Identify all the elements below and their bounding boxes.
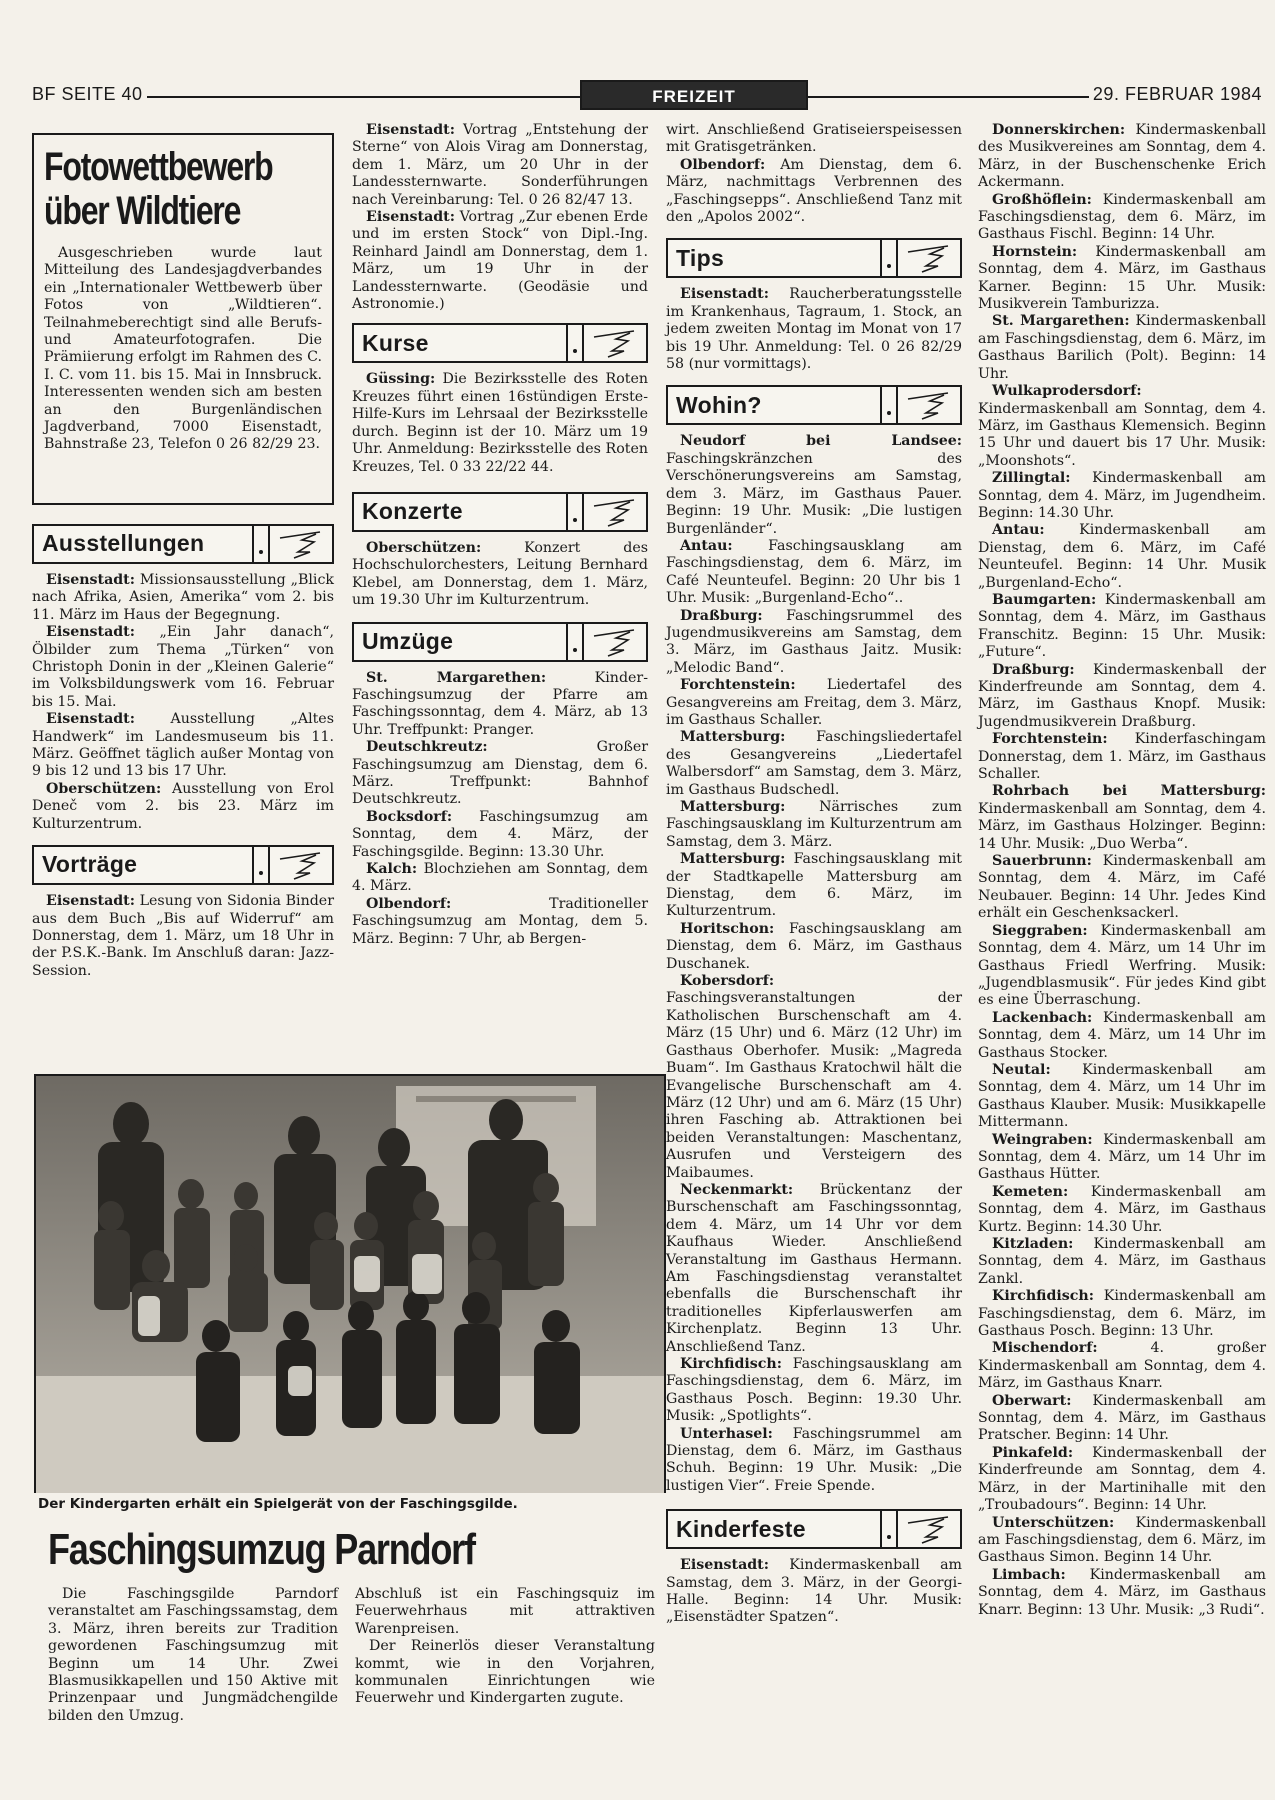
listing-entry xyxy=(978,1515,1266,1567)
listing-text: Am Dienstag, dem 6. März, nachmittags Verbrennen des „Faschingsepps“. Anschließend Tanz mit den „Apolos 2002“. xyxy=(666,156,962,226)
listing-place: Olbendorf: xyxy=(366,895,452,912)
feature-headline-line-1: Fotowettbewerb xyxy=(44,145,273,189)
listing-place: Güssing: xyxy=(366,371,436,388)
listing-place: Rohrbach bei Mattersburg: xyxy=(992,783,1266,800)
listing-entry xyxy=(32,624,334,711)
listing-place: Eisenstadt: xyxy=(46,624,135,641)
listing-entry xyxy=(978,1184,1266,1236)
listing-place: Kitzladen: xyxy=(992,1236,1074,1252)
listing-text: wirt. Anschließend Gratiseierspeisessen mit Gratisgetränken. xyxy=(666,122,962,156)
listing-entry xyxy=(352,739,648,809)
listing-text: Kindermaskenball am Dienstag, dem 6. März, im Café Neunteufel. Beginn: 14 Uhr. Musik „Burgenland-Echo“. xyxy=(978,522,1266,591)
listing-entry xyxy=(978,1236,1266,1288)
listing-place: Hornstein: xyxy=(992,243,1078,260)
listing-entry xyxy=(978,122,1266,192)
photo-caption: Der Kindergarten erhält ein Spielgerät von der Faschingsgilde. xyxy=(34,1493,666,1515)
label-ausstellungen xyxy=(32,524,334,564)
parndorf-col-2 xyxy=(355,1586,655,1708)
listing-place: Draßburg: xyxy=(680,607,763,624)
listing-entry xyxy=(352,209,648,313)
listing-place: Neckenmarkt: xyxy=(680,1181,794,1198)
listing-place: Forchtenstein: xyxy=(680,677,796,694)
listing-place: Donnerskirchen: xyxy=(992,122,1126,138)
listing-text: Kindermaskenball am Sonntag, dem 4. März, im Gasthaus Kurtz. Beginn: 14.30 Uhr. xyxy=(978,1183,1266,1235)
listing-place: Antau: xyxy=(992,522,1045,539)
kindergarten-photo xyxy=(34,1074,666,1512)
listing-entry xyxy=(666,799,962,851)
list-umzuege xyxy=(352,670,648,949)
listing-entry xyxy=(666,1182,962,1356)
listing-entry xyxy=(978,592,1266,662)
listing-text: Kindermaskenball am Sonntag, dem 4. März, im Gasthaus Franschitz. Beginn: 15 Uhr. Musik: „Future“. xyxy=(978,591,1266,661)
listing-text: Großer Faschingsumzug am Dienstag, dem 6. März. Treffpunkt: Bahnhof Deutschkreutz. xyxy=(352,739,648,808)
listing-entry xyxy=(978,1010,1266,1062)
listing-entry xyxy=(352,861,648,896)
listing-text: Blochziehen am Sonntag, dem 4. März. xyxy=(352,861,648,895)
listing-entry xyxy=(352,371,648,475)
listing-entry xyxy=(978,1567,1266,1619)
listing-entry xyxy=(666,1426,962,1496)
feature-fotowettbewerb xyxy=(32,133,334,505)
listing-place: Kalch: xyxy=(366,861,418,877)
listing-place: Oberwart: xyxy=(992,1392,1072,1409)
listing-text: Kindermaskenball am Sonntag, dem 4. März, um 14 Uhr im Gasthaus Stocker. xyxy=(978,1009,1266,1061)
listing-text: Traditioneller Faschingsumzug am Montag, dem 5. März. Beginn: 7 Uhr, ab Bergen- xyxy=(352,895,648,947)
label-kurse-text: Kurse xyxy=(362,329,429,356)
listing-text: Kindermaskenball der Kinderfreunde am Sonntag, dem 4. März, im Gasthaus Knopf. Musik: Jugendmusikverein Draßburg. xyxy=(978,661,1266,730)
listing-entry xyxy=(666,921,962,973)
listing-entry xyxy=(666,538,962,608)
listing-place: Wulkaprodersdorf: xyxy=(992,383,1142,400)
parndorf-paragraph-3: Der Reinerlös dieser Veranstaltung kommt, wie in den Vorjahren, kommunalen Einrichtungen wie Feuerwehr und Kindergarten zugute. xyxy=(355,1638,655,1707)
listing-entry xyxy=(978,1340,1266,1392)
parndorf-col-1 xyxy=(48,1586,338,1725)
label-vortraege-text: Vorträge xyxy=(42,851,138,878)
listing-text: Kindermaskenball am Faschingsdienstag, dem 6. März, im Gasthaus Posch. Beginn: 13 Uhr. xyxy=(978,1288,1266,1340)
pen-icon xyxy=(270,526,332,562)
feature-headline xyxy=(44,145,322,233)
listing-entry xyxy=(666,1557,962,1627)
listing-entry xyxy=(352,540,648,610)
listing-entry xyxy=(32,572,334,624)
listing-entry xyxy=(666,1356,962,1426)
listing-text: Brückentanz der Burschenschaft am Faschingssonntag, dem 4. März, um 14 Uhr vor dem Kaufhaus Wieder. Anschließend Veranstaltung im Gasthaus Hermann. Am Faschingsdienstag veranstaltet ebenfalls die Burschenschaft ihr traditionelles Kipferlauswerfen am Kirchenplatz. Beginn 13 Uhr. Anschließend Tanz. xyxy=(666,1181,962,1355)
listing-text: Kinder-Faschingsumzug der Pfarre am Faschingssonntag, dem 4. März, ab 13 Uhr. Treffpunkt: Pranger. xyxy=(352,669,648,738)
label-umzuege-text: Umzüge xyxy=(362,627,454,654)
issue-date: 29. FEBRUAR 1984 xyxy=(1089,84,1262,105)
listing-text: Kindermaskenball am Faschingsdienstag, dem 6. März, im Gasthaus Fischl. Beginn: 14 Uhr. xyxy=(978,191,1266,243)
listing-place: St. Margarethen: xyxy=(366,669,547,686)
list-vortraege xyxy=(32,893,334,980)
label-ausstellungen-text: Ausstellungen xyxy=(42,530,205,557)
listing-place: Weingraben: xyxy=(992,1131,1093,1148)
listing-place: Pinkafeld: xyxy=(992,1444,1074,1461)
listing-text: Faschingsliedertafel des Gesangvereins „Liedertafel Walbersdorf“ am Samstag, dem 3. März, im Gasthaus Budschedl. xyxy=(666,729,962,798)
column-2 xyxy=(352,122,648,948)
listing-place: Horitschon: xyxy=(680,920,775,937)
list-kurse xyxy=(352,371,648,475)
listing-entry xyxy=(978,1062,1266,1132)
label-dot xyxy=(880,240,898,276)
column-1 xyxy=(32,518,334,980)
listing-place: Mattersburg: xyxy=(680,799,786,815)
page-number: BF SEITE 40 xyxy=(32,84,147,105)
listing-text: „Ein Jahr danach“, Ölbilder zum Thema „Türken“ von Christoph Donin in der „Kleinen Galerie“ im Volksbildungswerk vom 16. Februar bis 15. Mai. xyxy=(32,624,334,710)
listing-text: Vortrag „Entstehung der Sterne“ von Alois Virag am Donnerstag, dem 1. März, um 20 Uhr in der Landessternwarte. Sonderführungen nach Vereinbarung: Tel. 0 26 82/47 13. xyxy=(352,122,648,208)
pen-icon xyxy=(898,1511,960,1547)
parndorf-paragraph-2: Abschluß ist ein Faschingsquiz im Feuerwehrhaus mit attraktiven Warenpreisen. xyxy=(355,1586,655,1637)
listing-text: Konzert des Hochschulorchesters, Leitung Bernhard Klebel, am Donnerstag, dem 1. März, um 19.30 Uhr im Kulturzentrum. xyxy=(352,539,648,609)
listing-place: Sieggraben: xyxy=(992,922,1088,939)
listing-text: Faschingsausklang am Faschingsdienstag, dem 6. März, im Gasthaus Posch. Beginn: 19.30 Uhr. Musik: „Spotlights“. xyxy=(666,1356,962,1425)
listing-place: Großhöflein: xyxy=(992,191,1092,208)
listing-entry xyxy=(666,286,962,373)
listing-text: Kindermaskenball am Sonntag, dem 4. März, im Gasthaus Holzinger. Beginn: 14 Uhr. Musik: „Duo Werba“. xyxy=(978,800,1266,852)
listing-entry xyxy=(978,923,1266,1010)
listing-place: Eisenstadt: xyxy=(46,572,135,588)
listing-entry xyxy=(978,383,1266,470)
listing-place: Eisenstadt: xyxy=(46,893,135,910)
listing-place: Olbendorf: xyxy=(680,156,766,173)
listing-text: Faschingsrummel des Jugendmusikvereins am Samstag, dem 3. März, im Gasthaus Jaitz. Musik: „Melodic Band“. xyxy=(666,607,962,676)
listing-entry xyxy=(352,122,648,209)
listing-text: Faschingsausklang mit der Stadtkapelle Mattersburg am Dienstag, dem 6. März, im Kulturzentrum. xyxy=(666,851,962,920)
parndorf-paragraph-1: Die Faschingsgilde Parndorf veranstaltet am Faschingssamstag, dem 3. März, ihren bereits zur Tradition gewordenen Faschingsumzug mit Beginn um 14 Uhr. Zwei Blasmusikkapellen und 150 Aktive mit Prinzenpaar und Jungmädchengilde bilden den Umzug. xyxy=(48,1586,338,1724)
listing-entry xyxy=(978,192,1266,244)
list-ausstellungen xyxy=(32,572,334,833)
listing-entry xyxy=(666,157,962,227)
listing-text: Kindermaskenball am Sonntag, dem 4. März, im Gasthaus Karner. Beginn: 15 Uhr. Musik: Musikverein Tamburizza. xyxy=(978,243,1266,313)
listing-place: Unterschützen: xyxy=(992,1514,1115,1531)
listing-text: Vortrag „Zur ebenen Erde und im ersten Stock“ von Dipl.-Ing. Reinhard Jaindl am Donnerstag, dem 1. März, um 19 Uhr in der Landessternwarte. (Geodäsie und Astronomie.) xyxy=(352,209,648,313)
listing-entry xyxy=(978,853,1266,923)
listing-entry xyxy=(32,711,334,781)
section-title: FREIZEIT xyxy=(580,80,808,110)
listing-place: Unterhasel: xyxy=(680,1425,773,1442)
listing-text: Kindermaskenball am Sonntag, dem 4. März, im Gasthaus Pratscher. Beginn: 14 Uhr. xyxy=(978,1392,1266,1444)
label-kinderfeste xyxy=(666,1509,962,1549)
listing-text: Kindermaskenball am Faschingsdienstag, dem 6. März, im Gasthaus Simon. Beginn 14 Uhr. xyxy=(978,1514,1266,1566)
listing-text: Kindermaskenball am Sonntag, dem 4. März, im Gasthaus Knarr. Beginn: 13 Uhr. Musik: „3 Rudi“. xyxy=(978,1566,1266,1618)
listing-place: Neudorf bei Landsee: xyxy=(680,433,962,450)
pen-icon xyxy=(898,387,960,423)
label-dot xyxy=(566,624,584,660)
listing-entry xyxy=(666,973,962,1182)
listing-place: Eisenstadt: xyxy=(366,209,455,226)
listing-text: Kindermaskenball am Samstag, dem 3. März, in der Georgi-Halle. Beginn: 14 Uhr. Musik: „Eisenstädter Spatzen“. xyxy=(666,1557,962,1626)
listing-place: Draßburg: xyxy=(992,661,1075,678)
label-dot xyxy=(880,1511,898,1547)
listing-text: Kindermaskenball am Sonntag, dem 4. März, im Jugendheim. Beginn: 14.30 Uhr. xyxy=(978,470,1266,521)
list-wohin xyxy=(666,433,962,1495)
listing-entry xyxy=(978,731,1266,783)
label-kinderfeste-text: Kinderfeste xyxy=(676,1515,806,1542)
listing-place: Eisenstadt: xyxy=(680,286,769,303)
pen-icon xyxy=(584,325,646,361)
listing-text: Närrisches zum Faschingsausklang im Kulturzentrum am Samstag, dem 3. März. xyxy=(666,799,962,850)
listing-place: Antau: xyxy=(680,537,733,554)
listing-entry xyxy=(352,896,648,948)
listing-text: Lesung von Sidonia Binder aus dem Buch „Bis auf Widerruf“ am Donnerstag, dem 1. März, um 18 Uhr in der P.S.K.-Bank. Im Anschluß daran: Jazz-Session. xyxy=(32,893,334,979)
label-tips-text: Tips xyxy=(676,244,725,271)
listing-entry xyxy=(352,670,648,740)
listing-place: Eisenstadt: xyxy=(680,1557,769,1574)
listing-place: Mattersburg: xyxy=(680,851,786,868)
listing-text: Kindermaskenball am Sonntag, dem 4. März, im Café Neubauer. Beginn: 14 Uhr. Jedes Kind erhält ein Geschenksackerl. xyxy=(978,853,1266,922)
listing-entry xyxy=(978,662,1266,732)
group-photo-image xyxy=(36,1076,666,1512)
label-umzuege xyxy=(352,622,648,662)
listing-entry xyxy=(978,470,1266,522)
listing-entry xyxy=(32,781,334,833)
listing-place: Zillingtal: xyxy=(992,470,1071,487)
listing-text: Kindermaskenball der Kinderfreunde am Sonntag, dem 4. März, in der Martinihalle mit den „Troubadours“. Beginn: 14 Uhr. xyxy=(978,1444,1266,1514)
listing-place: St. Margarethen: xyxy=(992,313,1130,330)
listing-entry xyxy=(978,1445,1266,1515)
listing-text: Faschingsausklang am Faschingsdienstag, dem 6. März, im Café Neunteufel. Beginn: 20 Uhr bis 1 Uhr. Musik: „Burgenland-Echo“.. xyxy=(666,537,962,607)
listing-text: Faschingsrummel am Dienstag, dem 6. März, im Gasthaus Schuh. Beginn: 19 Uhr. Musik: „Die lustigen Vier“. Freie Spende. xyxy=(666,1425,962,1494)
listing-entry xyxy=(978,522,1266,592)
listing-entry xyxy=(978,1288,1266,1340)
label-dot xyxy=(252,847,270,883)
listing-text: Missionsausstellung „Blick nach Afrika, Asien, Amerika“ vom 2. bis 11. März im Haus der Begegnung. xyxy=(32,572,334,623)
listing-entry xyxy=(666,851,962,921)
listing-text: Faschingsumzug am Sonntag, dem 4. März, der Faschingsgilde. Beginn: 13.30 Uhr. xyxy=(352,808,648,860)
listing-place: Kirchfidisch: xyxy=(680,1356,782,1372)
label-dot xyxy=(252,526,270,562)
listing-text: Kindermaskenball am Sonntag, dem 4. März, um 14 Uhr im Gasthaus Friedl Werfring. Musik: „Jugendblasmusik“. Für jedes Kind gibt es eine Überraschung. xyxy=(978,922,1266,1009)
listing-place: Sauerbrunn: xyxy=(992,853,1092,870)
label-dot xyxy=(880,387,898,423)
listing-place: Oberschützen: xyxy=(366,539,482,556)
listing-entry xyxy=(666,122,962,157)
listing-place: Mattersburg: xyxy=(680,729,786,746)
listing-text: Kindermaskenball am Sonntag, dem 4. März, um 14 Uhr im Gasthaus Klauber. Musik: Musikkapelle Mittermann. xyxy=(978,1061,1266,1131)
listing-entry xyxy=(978,1393,1266,1445)
listing-text: Kindermaskenball am Sonntag, dem 4. März, um 14 Uhr im Gasthaus Hütter. xyxy=(978,1131,1266,1183)
listing-text: Kindermaskenball am Sonntag, dem 4. März, im Gasthaus Klemensich. Beginn 15 Uhr und dauert bis 17 Uhr. Musik: „Moonshots“. xyxy=(978,400,1266,469)
listing-place: Mischendorf: xyxy=(992,1340,1098,1357)
listing-text: Ausstellung von Erol Deneč vom 2. bis 23. März im Kulturzentrum. xyxy=(32,780,334,832)
listing-text: Kindermaskenball am Sonntag, dem 4. März, im Gasthaus Zankl. xyxy=(978,1236,1266,1287)
listing-place: Kobersdorf: xyxy=(680,973,775,990)
label-dot xyxy=(566,325,584,361)
feature-body: Ausgeschrieben wurde laut Mitteilung des Landesjagdverbandes ein „Internationaler Wettbewerb über Fotos von „Wildtieren“. Teilnahmeberechtigt sind alle Berufs- und Amateurfotografen. Die Prämiierung erfolgt im Rahmen des C. I. C. vom 11. bis 15. Mai in Innsbruck. Interessenten wenden sich am besten an den Burgenländischen Jagdverband, 7000 Eisenstadt, Bahnstraße 23, Telefon 0 26 82/29 23. xyxy=(44,245,322,453)
label-konzerte-text: Konzerte xyxy=(362,498,463,525)
listing-place: Eisenstadt: xyxy=(46,711,135,728)
listing-text: Ausstellung „Altes Handwerk“ im Landesmuseum bis 11. März. Geöffnet täglich außer Montag von 9 bis 12 und 13 bis 17 Uhr. xyxy=(32,711,334,780)
listing-entry xyxy=(666,729,962,799)
list-col2-top xyxy=(352,122,648,313)
parndorf-headline: Faschingsumzug Parndorf xyxy=(48,1525,475,1574)
listing-text: Raucherberatungsstelle im Krankenhaus, Tagraum, 1. Stock, an jedem zweiten Montag im Monat von 17 bis 19 Uhr. Anmeldung: Tel. 0 26 82/29 58 (nur vormittags). xyxy=(666,286,962,373)
feature-headline-line-2: über Wildtiere xyxy=(44,189,241,233)
label-konzerte xyxy=(352,492,648,532)
pen-icon xyxy=(898,240,960,276)
page-header xyxy=(32,80,1262,114)
label-wohin-text: Wohin? xyxy=(676,391,762,418)
listing-entry xyxy=(666,608,962,678)
listing-entry xyxy=(32,893,334,980)
list-col3-top xyxy=(666,122,962,226)
listing-text: Faschingsveranstaltungen der Katholischen Burschenschaft am 4. März (15 Uhr) und 6. März (12 Uhr) im Gasthaus Oberhofer. Musik: „Magreda Buam“. Im Gasthaus Kratochwil hält die Evangelische Burschenschaft am 4. März (12 Uhr) und am 6. März (15 Uhr) ihren Fasching ab. Attraktionen bei beiden Veranstaltungen: Maschentanz, Ausrufen und Versteigern des Maibaumes. xyxy=(666,990,962,1181)
listing-entry xyxy=(978,244,1266,314)
pen-icon xyxy=(584,494,646,530)
pen-icon xyxy=(584,624,646,660)
list-tips xyxy=(666,286,962,373)
listing-text: Die Bezirksstelle des Roten Kreuzes führt einen 16stündigen Erste-Hilfe-Kurs im Lehrsaal der Bezirksstelle durch. Beginn ist der 10. März um 19 Uhr. Anmeldung: Bezirksstelle des Roten Kreuzes, Tel. 0 33 22/22 44. xyxy=(352,371,648,475)
list-col4 xyxy=(978,122,1266,1619)
label-tips xyxy=(666,238,962,278)
listing-place: Deutschkreutz: xyxy=(366,739,488,756)
listing-entry xyxy=(978,1132,1266,1184)
listing-place: Forchtenstein: xyxy=(992,731,1108,748)
listing-place: Oberschützen: xyxy=(46,780,162,797)
listing-entry xyxy=(978,313,1266,383)
listing-text: 4. großer Kindermaskenball am Sonntag, dem 4. März, im Gasthaus Knarr. xyxy=(978,1340,1266,1392)
listing-place: Limbach: xyxy=(992,1566,1066,1583)
listing-text: Faschingsausklang am Dienstag, dem 6. März, im Gasthaus Duschanek. xyxy=(666,920,962,972)
listing-entry xyxy=(666,677,962,729)
list-kinderfeste xyxy=(666,1557,962,1627)
listing-place: Kemeten: xyxy=(992,1183,1069,1200)
listing-entry xyxy=(978,783,1266,853)
listing-place: Neutal: xyxy=(992,1061,1051,1078)
listing-place: Baumgarten: xyxy=(992,591,1097,608)
listing-place: Kirchfidisch: xyxy=(992,1288,1094,1305)
listing-place: Eisenstadt: xyxy=(366,122,455,138)
listing-place: Bocksdorf: xyxy=(366,808,453,825)
label-wohin xyxy=(666,385,962,425)
listing-text: Faschingskränzchen des Verschönerungsvereins am Samstag, dem 3. März, im Gasthaus Pauer. Beginn: 19 Uhr. Musik: „Die lustigen Burgenländer“. xyxy=(666,450,962,537)
column-4 xyxy=(978,122,1266,1619)
column-3 xyxy=(666,122,962,1627)
listing-text: Liedertafel des Gesangvereins am Freitag, dem 3. März, im Gasthaus Schaller. xyxy=(666,677,962,728)
pen-icon xyxy=(270,847,332,883)
listing-text: Kindermaskenball des Musikvereines am Sonntag, dem 4. März, in der Buschenschenke Erich Ackermann. xyxy=(978,122,1266,191)
label-dot xyxy=(566,494,584,530)
listing-text: Kindermaskenball am Faschingsdienstag, dem 6. März, im Gasthaus Barilich (Polt). Beginn: 14 Uhr. xyxy=(978,313,1266,382)
listing-place: Lackenbach: xyxy=(992,1009,1093,1026)
listing-entry xyxy=(666,433,962,537)
label-kurse xyxy=(352,323,648,363)
listing-entry xyxy=(352,809,648,861)
listing-text: Kinderfaschingam Donnerstag, dem 1. März, im Gasthaus Schaller. xyxy=(978,731,1266,783)
list-konzerte xyxy=(352,540,648,610)
label-vortraege xyxy=(32,845,334,885)
